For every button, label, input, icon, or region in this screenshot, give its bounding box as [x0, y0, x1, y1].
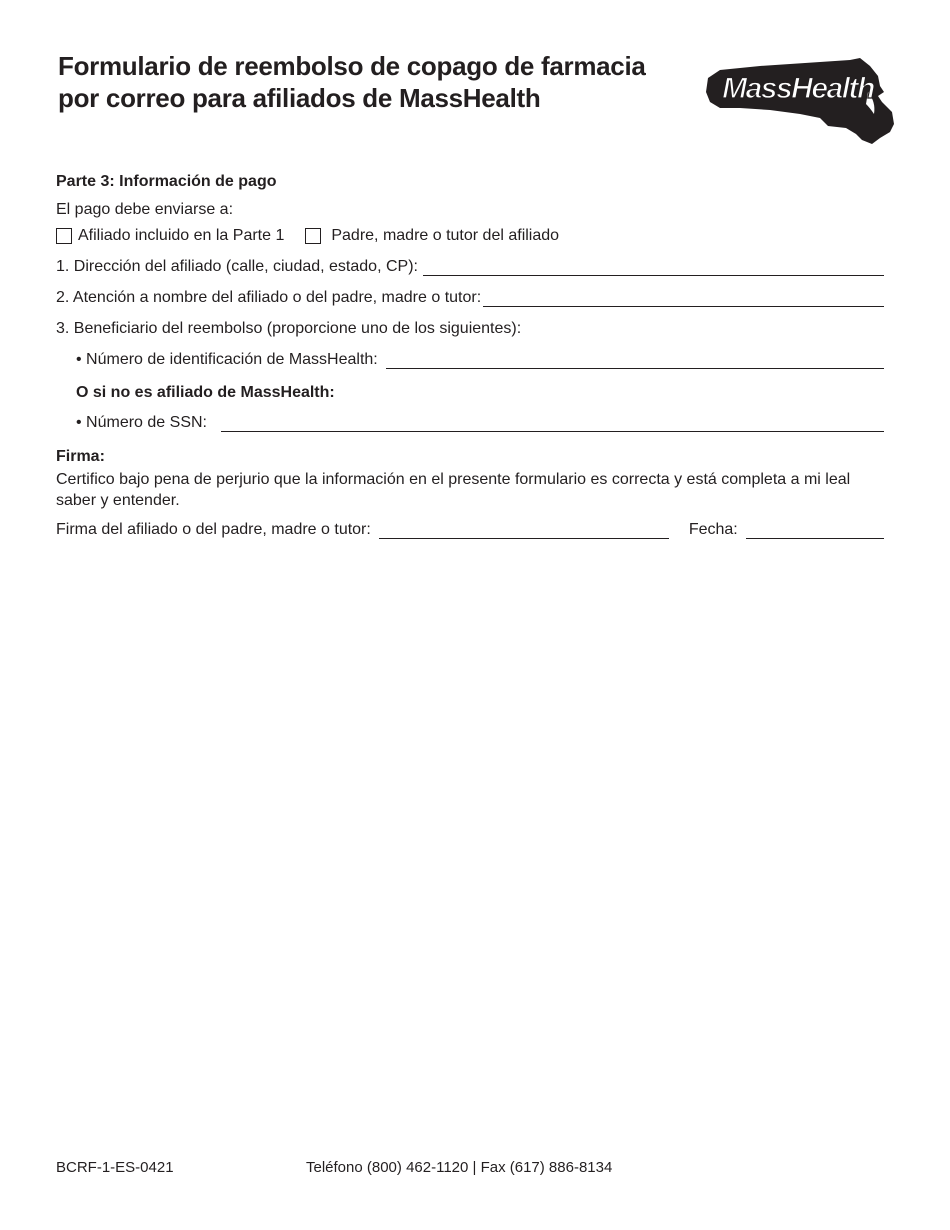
address-field: [56, 258, 884, 276]
send-to-label: El pago debe enviarse a:: [56, 201, 234, 218]
date-input-line[interactable]: [746, 523, 884, 539]
masshealth-logo: [700, 52, 896, 148]
attention-input-line[interactable]: [483, 291, 884, 307]
member-id-field: [76, 351, 884, 369]
form-code: BCRF-1-ES-0421: [56, 1159, 174, 1176]
payee-heading: 3. Beneficiario del reembolso (proporcione uno de los siguientes):: [56, 320, 522, 337]
ssn-label: • Número de SSN:: [76, 414, 207, 431]
member-option-label: Afiliado incluido en la Parte 1: [78, 227, 285, 244]
contact-info: Teléfono (800) 462-1120 | Fax (617) 886-8134: [306, 1159, 613, 1176]
guardian-checkbox[interactable]: [305, 228, 321, 244]
title-line-1: Formulario de reembolso de copago de farmacia: [58, 51, 646, 81]
non-member-heading: O si no es afiliado de MassHealth:: [76, 384, 335, 401]
payee-options: [56, 227, 559, 245]
attention-label: 2. Atención a nombre del afiliado o del padre, madre o tutor:: [56, 289, 482, 306]
member-checkbox[interactable]: [56, 228, 72, 244]
signature-label: Firma del afiliado o del padre, madre o tutor:: [56, 521, 371, 538]
page-title: [58, 50, 718, 114]
address-label: 1. Dirección del afiliado (calle, ciudad, estado, CP):: [56, 258, 418, 275]
guardian-option-label: Padre, madre o tutor del afiliado: [331, 227, 560, 244]
signature-input-line[interactable]: [379, 523, 669, 539]
svg-text:MassHealth: MassHealth: [722, 72, 874, 105]
address-input-line[interactable]: [423, 260, 884, 276]
certification-text: Certifico bajo pena de perjurio que la información en el presente formulario es correcta y está completa a mi leal saber y entender.: [56, 471, 851, 509]
ssn-field: [76, 414, 884, 432]
member-id-input-line[interactable]: [386, 353, 884, 369]
signature-heading: Firma:: [56, 448, 105, 465]
ssn-input-line[interactable]: [221, 416, 884, 432]
member-id-label: • Número de identificación de MassHealth:: [76, 351, 378, 368]
signature-row: [56, 521, 884, 539]
date-label: Fecha:: [688, 521, 738, 538]
part3-heading: Parte 3: Información de pago: [56, 173, 277, 190]
attention-field: [56, 289, 884, 307]
title-line-2: por correo para afiliados de MassHealth: [58, 83, 541, 113]
